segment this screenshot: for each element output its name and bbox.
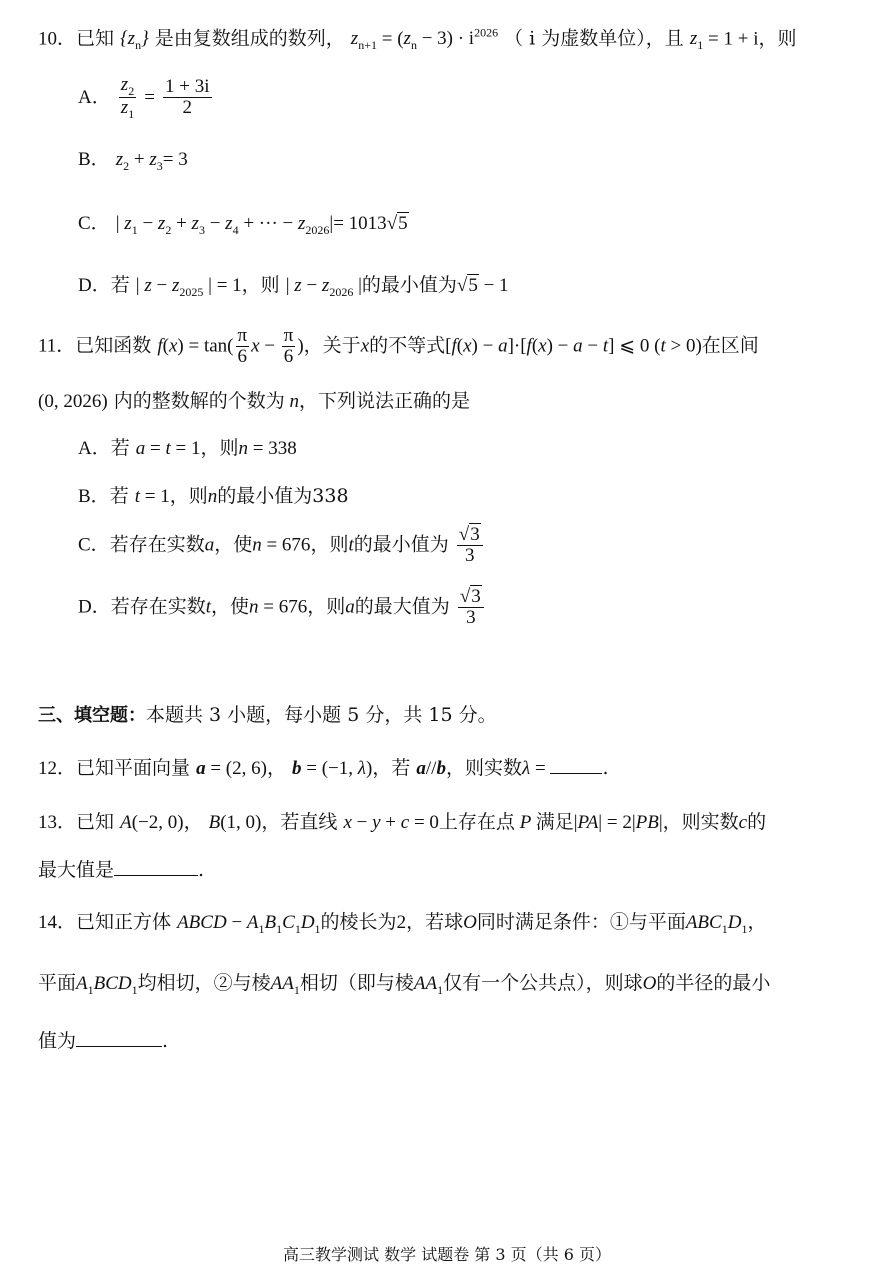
q11-option-b: B．若 t = 1，则n的最小值为338: [78, 485, 349, 507]
q11-stem-line2: (0, 2026) 内的整数解的个数为 n，下列说法正确的是: [38, 390, 470, 412]
section-3-heading: 三、填空题：本题共 3 小题，每小题 5 分，共 15 分。: [38, 704, 497, 726]
q12-stem: 12．已知平面向量 a = (2, 6)， b = (−1, λ)，若 a//b，则实数λ = .: [38, 757, 609, 779]
q10-option-a: A． $\frac{z_2}{z_1}$ = $\frac{1 + 3i}{2}$: [78, 74, 210, 122]
q14-stem: 14．已知正方体 ABCD − $A_1B_1C_1D_1$的棱长为2，若球O同时满足条件：①与平面$ABC_1D_1$，: [38, 911, 767, 936]
answer-blank-14[interactable]: [76, 1030, 162, 1047]
answer-blank-12[interactable]: [550, 757, 602, 774]
q14-stem-line2: 平面$A_1BCD_1$均相切，②与棱$AA_1$相切（即与棱$AA_1$仅有一个公共点），则球O的半径的最小: [38, 972, 771, 997]
q13-stem-line2: 最大值是 .: [38, 859, 205, 881]
q11-stem: 11．已知函数 f(x) = tan( $\frac{\pi}{6}$ x − $\frac{\pi}{6}$ )，关于x的不等式[f(x) − a]·[f(x) − a − t] ⩽ 0 (t > 0)在区间: [38, 325, 759, 367]
q10-option-b: B． $z_2 + z_3= 3$: [78, 149, 188, 173]
q11-option-c: C．若存在实数a，使n = 676，则t的最小值为 $\frac{√3}{3}$: [78, 525, 485, 566]
q10-stem: 10．已知 $\{z_n\}$ 是由复数组成的数列， $z_{n+1} = (z_n - 3) \cdot i^{2026}$ （ i 为虚数单位），且 $z_1 = 1 + i$，则: [38, 26, 797, 53]
q10-option-c: C． | $z_1 - z_2 + z_3 - z_4$ + ··· − $z_{2026}|= 1013√5$: [78, 213, 408, 237]
q11-option-d: D．若存在实数t，使n = 676，则a的最大值为 $\frac{√3}{3}$: [78, 587, 486, 628]
answer-blank-13[interactable]: [114, 859, 198, 876]
q14-stem-line3: 值为 .: [38, 1030, 169, 1052]
page-footer: 高三教学测试 数学 试题卷 第 3 页（共 6 页）: [283, 1245, 611, 1264]
q10-option-d: D．若 | $z - z_{2025}$ | = 1，则 | $z - z_{2026}$ |的最小值为√5 − 1: [78, 274, 509, 299]
q11-option-a: A．若 a = t = 1，则n = 338: [78, 437, 297, 459]
q13-stem: 13．已知 A(−2, 0)， B(1, 0)，若直线 x − y + c = 0上存在点 P 满足|PA| = 2|PB|，则实数c的: [38, 811, 767, 833]
